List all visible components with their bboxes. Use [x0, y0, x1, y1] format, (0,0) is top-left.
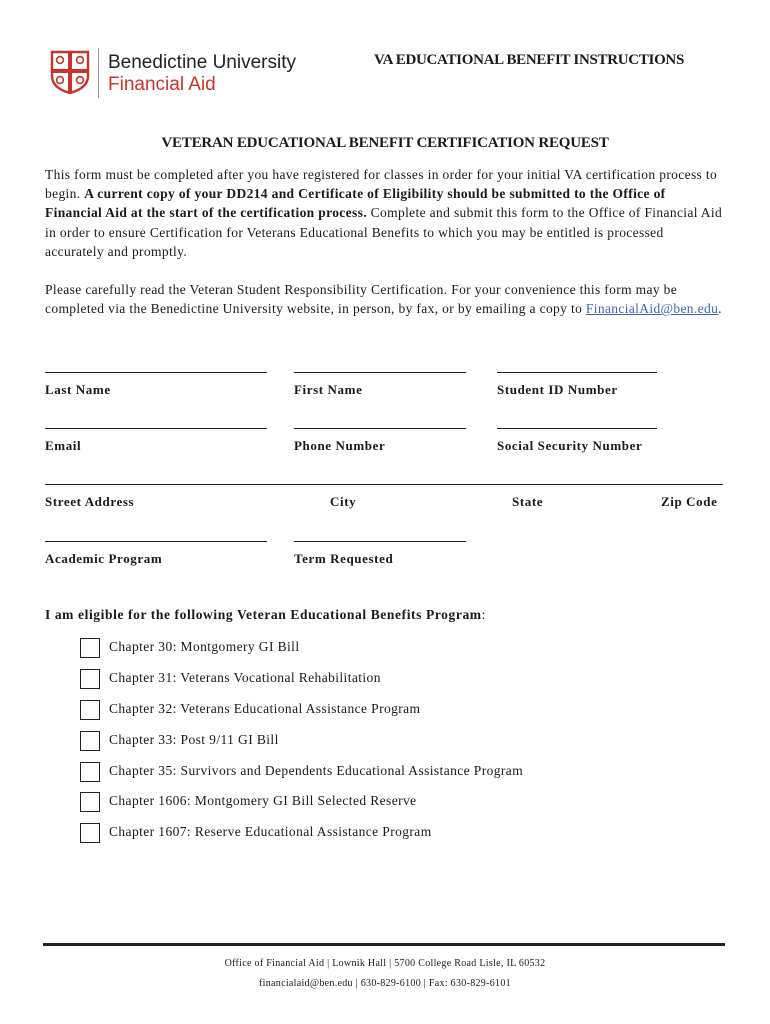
footer-address: Office of Financial Aid | Lownik Hall | 5700 College Road Lisle, IL 60532 — [224, 958, 546, 969]
term-requested-label: Term Requested — [294, 551, 394, 566]
benefit-option-label: Chapter 32: Veterans Educational Assistance Program — [109, 701, 421, 716]
chapter-30-checkbox[interactable] — [80, 638, 100, 658]
ssn-label: Social Security Number — [497, 438, 643, 453]
page-title: VETERAN EDUCATIONAL BENEFIT CERTIFICATION REQUEST — [161, 135, 609, 151]
last-name-label: Last Name — [45, 382, 111, 397]
instructions-paragraph: Please carefully read the Veteran Student Responsibility Certification. For your convenience this form may be completed via the Benedictine University website, in person, by fax, or by emailing a copy to FinancialAid@ben.edu. — [45, 282, 722, 317]
email-link[interactable]: FinancialAid@ben.edu — [585, 301, 719, 317]
intro-paragraph: This form must be completed after you have registered for classes in order for your initial VA certification process to begin. A current copy of your DD214 and Certificate of Eligibility should be submitted to the Office of Financial Aid at the start of the certification process. Complete and submit this form to the Office of Financial Aid in order to ensure Certification for Veterans Educational Benefits to which you may be entitled is processed accurately and promptly. — [45, 167, 723, 259]
academic-program-label: Academic Program — [45, 551, 163, 566]
ssn-field[interactable] — [497, 428, 657, 454]
first-name-label: First Name — [294, 382, 363, 397]
street-label: Street Address — [45, 494, 135, 509]
university-logo — [50, 48, 300, 100]
header-title: VA EDUCATIONAL BENEFIT INSTRUCTIONS — [374, 52, 685, 68]
benefit-option-label: Chapter 1607: Reserve Educational Assistance Program — [109, 824, 432, 839]
chapter-32-checkbox[interactable] — [80, 700, 100, 720]
student-id-label: Student ID Number — [497, 382, 618, 397]
university-name: Benedictine University — [108, 52, 296, 73]
last-name-field[interactable] — [45, 372, 267, 398]
email-label: Email — [45, 438, 82, 453]
city-label: City — [330, 494, 357, 509]
academic-program-field[interactable] — [45, 541, 267, 567]
department-name: Financial Aid — [108, 74, 216, 95]
chapter-33-checkbox[interactable] — [80, 731, 100, 751]
benefit-option-label: Chapter 30: Montgomery GI Bill — [109, 639, 300, 654]
footer-divider — [43, 943, 725, 946]
zip-label: Zip Code — [661, 494, 718, 509]
term-requested-field[interactable] — [294, 541, 466, 567]
eligibility-heading: I am eligible for the following Veteran Educational Benefits Program: — [45, 607, 487, 622]
phone-field[interactable] — [294, 428, 466, 454]
benefit-option-label: Chapter 1606: Montgomery GI Bill Selected Reserve — [109, 793, 417, 808]
email-field[interactable] — [45, 428, 267, 454]
benefit-option-label: Chapter 33: Post 9/11 GI Bill — [109, 732, 279, 747]
chapter-31-checkbox[interactable] — [80, 669, 100, 689]
intro-bold-text: A current copy of your DD214 and Certificate of Eligibility should be submitted to the Office of Financial Aid at the start of the certification process. — [45, 186, 666, 221]
crest-icon — [50, 50, 90, 94]
benefit-option-label: Chapter 35: Survivors and Dependents Educational Assistance Program — [109, 763, 524, 778]
student-id-field[interactable] — [497, 372, 657, 398]
address-field[interactable] — [45, 484, 723, 485]
footer-contact: financialaid@ben.edu | 630-829-6100 | Fax: 630-829-6101 — [259, 978, 511, 989]
chapter-1607-checkbox[interactable] — [80, 823, 100, 843]
chapter-1606-checkbox[interactable] — [80, 792, 100, 812]
benefit-option-label: Chapter 31: Veterans Vocational Rehabilitation — [109, 670, 381, 685]
logo-divider — [98, 48, 99, 98]
state-label: State — [512, 494, 544, 509]
phone-label: Phone Number — [294, 438, 386, 453]
first-name-field[interactable] — [294, 372, 466, 398]
chapter-35-checkbox[interactable] — [80, 762, 100, 782]
